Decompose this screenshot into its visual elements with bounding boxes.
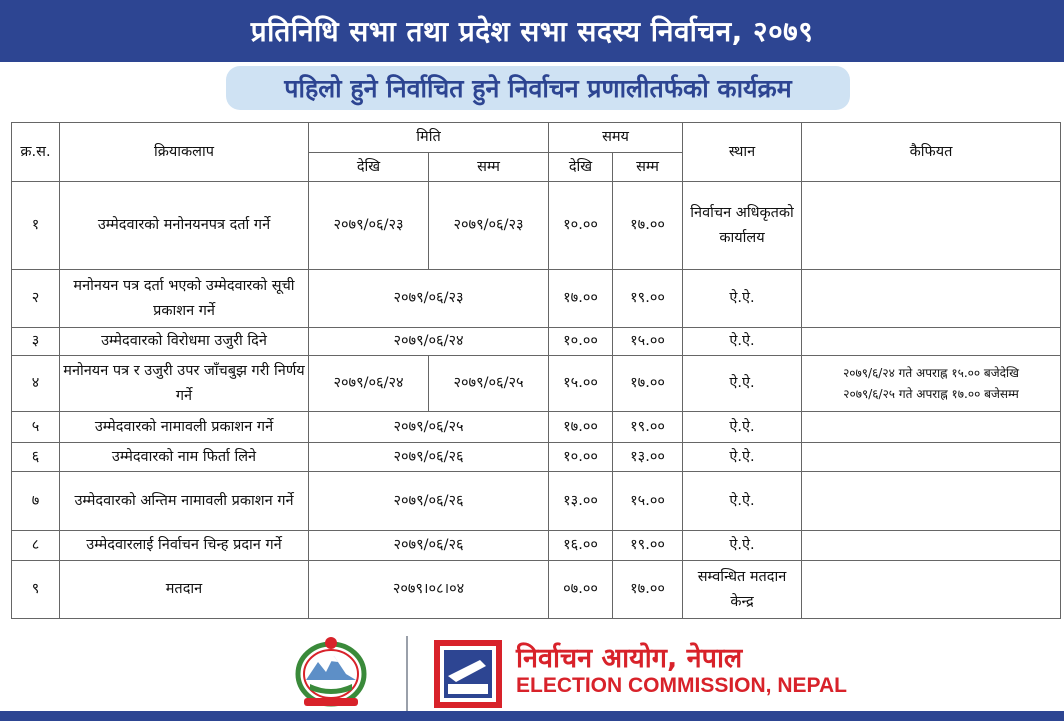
cell-sn: ७: [12, 472, 60, 531]
cell-time-to: १७.००: [613, 561, 683, 619]
cell-activity: उम्मेदवारको अन्तिम नामावली प्रकाशन गर्ने: [60, 472, 309, 531]
cell-time-from: १०.००: [549, 328, 613, 356]
cell-date: २०७९/०६/२३: [309, 270, 549, 328]
table-row: [12, 443, 1061, 472]
cell-place: ऐ.ऐ.: [683, 412, 802, 443]
col-header-date: मिति: [309, 123, 549, 153]
table-row: [12, 412, 1061, 443]
cell-activity: मतदान: [60, 561, 309, 619]
cell-place: ऐ.ऐ.: [683, 472, 802, 531]
col-header-time: समय: [549, 123, 683, 153]
cell-date-from: २०७९/०६/२३: [309, 182, 429, 270]
cell-remarks: [802, 531, 1061, 561]
cell-sn: ६: [12, 443, 60, 472]
bottom-bar: [0, 711, 1064, 721]
cell-time-from: १०.००: [549, 443, 613, 472]
col-header-activity: क्रियाकलाप: [60, 123, 309, 182]
cell-activity: मनोनयन पत्र र उजुरी उपर जाँचबुझ गरी निर्णय गर्ने: [60, 356, 309, 412]
cell-date: २०७९/०६/२५: [309, 412, 549, 443]
cell-place: निर्वाचन अधिकृतको कार्यालय: [683, 182, 802, 270]
table-row: [12, 472, 1061, 531]
nepal-emblem-icon: [290, 634, 372, 710]
cell-time-to: १९.००: [613, 412, 683, 443]
cell-activity: उम्मेदवारलाई निर्वाचन चिन्ह प्रदान गर्ने: [60, 531, 309, 561]
cell-time-from: १०.००: [549, 182, 613, 270]
cell-activity: मनोनयन पत्र दर्ता भएको उम्मेदवारको सूची प्रकाशन गर्ने: [60, 270, 309, 328]
table-header-row: [12, 123, 1061, 153]
footer-divider: [406, 636, 408, 712]
schedule-table: [11, 122, 1061, 619]
cell-date: २०७९/०६/२४: [309, 328, 549, 356]
cell-time-to: १३.००: [613, 443, 683, 472]
col-header-date-to: सम्म: [429, 153, 549, 182]
cell-place: ऐ.ऐ.: [683, 531, 802, 561]
cell-time-to: १९.००: [613, 270, 683, 328]
cell-date-from: २०७९/०६/२४: [309, 356, 429, 412]
cell-remarks: [802, 412, 1061, 443]
cell-sn: ८: [12, 531, 60, 561]
cell-date-to: २०७९/०६/२५: [429, 356, 549, 412]
document-title: प्रतिनिधि सभा तथा प्रदेश सभा सदस्य निर्वाचन, २०७९: [0, 0, 1064, 62]
cell-place: ऐ.ऐ.: [683, 443, 802, 472]
cell-time-from: १६.००: [549, 531, 613, 561]
cell-time-from: १३.००: [549, 472, 613, 531]
cell-time-from: १७.००: [549, 270, 613, 328]
cell-time-to: १७.००: [613, 182, 683, 270]
cell-activity: उम्मेदवारको नाम फिर्ता लिने: [60, 443, 309, 472]
cell-activity: उम्मेदवारको विरोधमा उजुरी दिने: [60, 328, 309, 356]
cell-activity: उम्मेदवारको नामावली प्रकाशन गर्ने: [60, 412, 309, 443]
org-name-english: ELECTION COMMISSION, NEPAL: [516, 674, 847, 697]
col-header-sn: क्र.स.: [12, 123, 60, 182]
cell-sn: ३: [12, 328, 60, 356]
cell-time-from: ०७.००: [549, 561, 613, 619]
cell-remarks: [802, 182, 1061, 270]
col-header-place: स्थान: [683, 123, 802, 182]
cell-sn: १: [12, 182, 60, 270]
col-header-date-from: देखि: [309, 153, 429, 182]
remarks-line: २०७९/६/२५ गते अपराह्न १७.०० बजेसम्म: [843, 386, 1019, 401]
ballot-box-icon: [434, 640, 502, 708]
cell-date: २०७९/०६/२६: [309, 531, 549, 561]
cell-remarks: [802, 472, 1061, 531]
cell-sn: २: [12, 270, 60, 328]
cell-remarks: [802, 443, 1061, 472]
cell-sn: ४: [12, 356, 60, 412]
cell-sn: ५: [12, 412, 60, 443]
footer: [0, 624, 1064, 721]
cell-date: २०७९/०६/२६: [309, 472, 549, 531]
cell-time-to: १९.००: [613, 531, 683, 561]
cell-place: ऐ.ऐ.: [683, 356, 802, 412]
col-header-time-from: देखि: [549, 153, 613, 182]
remarks-line: २०७९/६/२४ गते अपराह्न १५.०० बजेदेखि: [843, 366, 1019, 381]
cell-remarks: [802, 328, 1061, 356]
cell-time-to: १७.००: [613, 356, 683, 412]
table-row: [12, 328, 1061, 356]
cell-date: २०७९।०८।०४: [309, 561, 549, 619]
col-header-remarks: कैफियत: [802, 123, 1061, 182]
table-row: [12, 270, 1061, 328]
cell-sn: ९: [12, 561, 60, 619]
cell-place: सम्वन्धित मतदान केन्द्र: [683, 561, 802, 619]
table-row: [12, 356, 1061, 412]
cell-place: ऐ.ऐ.: [683, 270, 802, 328]
cell-time-from: १७.००: [549, 412, 613, 443]
cell-place: ऐ.ऐ.: [683, 328, 802, 356]
table-row: [12, 182, 1061, 270]
cell-date: २०७९/०६/२६: [309, 443, 549, 472]
table-row: [12, 531, 1061, 561]
cell-time-to: १५.००: [613, 328, 683, 356]
col-header-time-to: सम्म: [613, 153, 683, 182]
cell-activity: उम्मेदवारको मनोनयनपत्र दर्ता गर्ने: [60, 182, 309, 270]
document-subtitle: पहिलो हुने निर्वाचित हुने निर्वाचन प्रणालीतर्फको कार्यक्रम: [226, 66, 850, 110]
cell-remarks: [802, 356, 1061, 412]
cell-date-to: २०७९/०६/२३: [429, 182, 549, 270]
table-row: [12, 561, 1061, 619]
cell-time-from: १५.००: [549, 356, 613, 412]
cell-time-to: १५.००: [613, 472, 683, 531]
cell-remarks: [802, 561, 1061, 619]
cell-remarks: [802, 270, 1061, 328]
org-name-nepali: निर्वाचन आयोग, नेपाल: [516, 643, 743, 674]
